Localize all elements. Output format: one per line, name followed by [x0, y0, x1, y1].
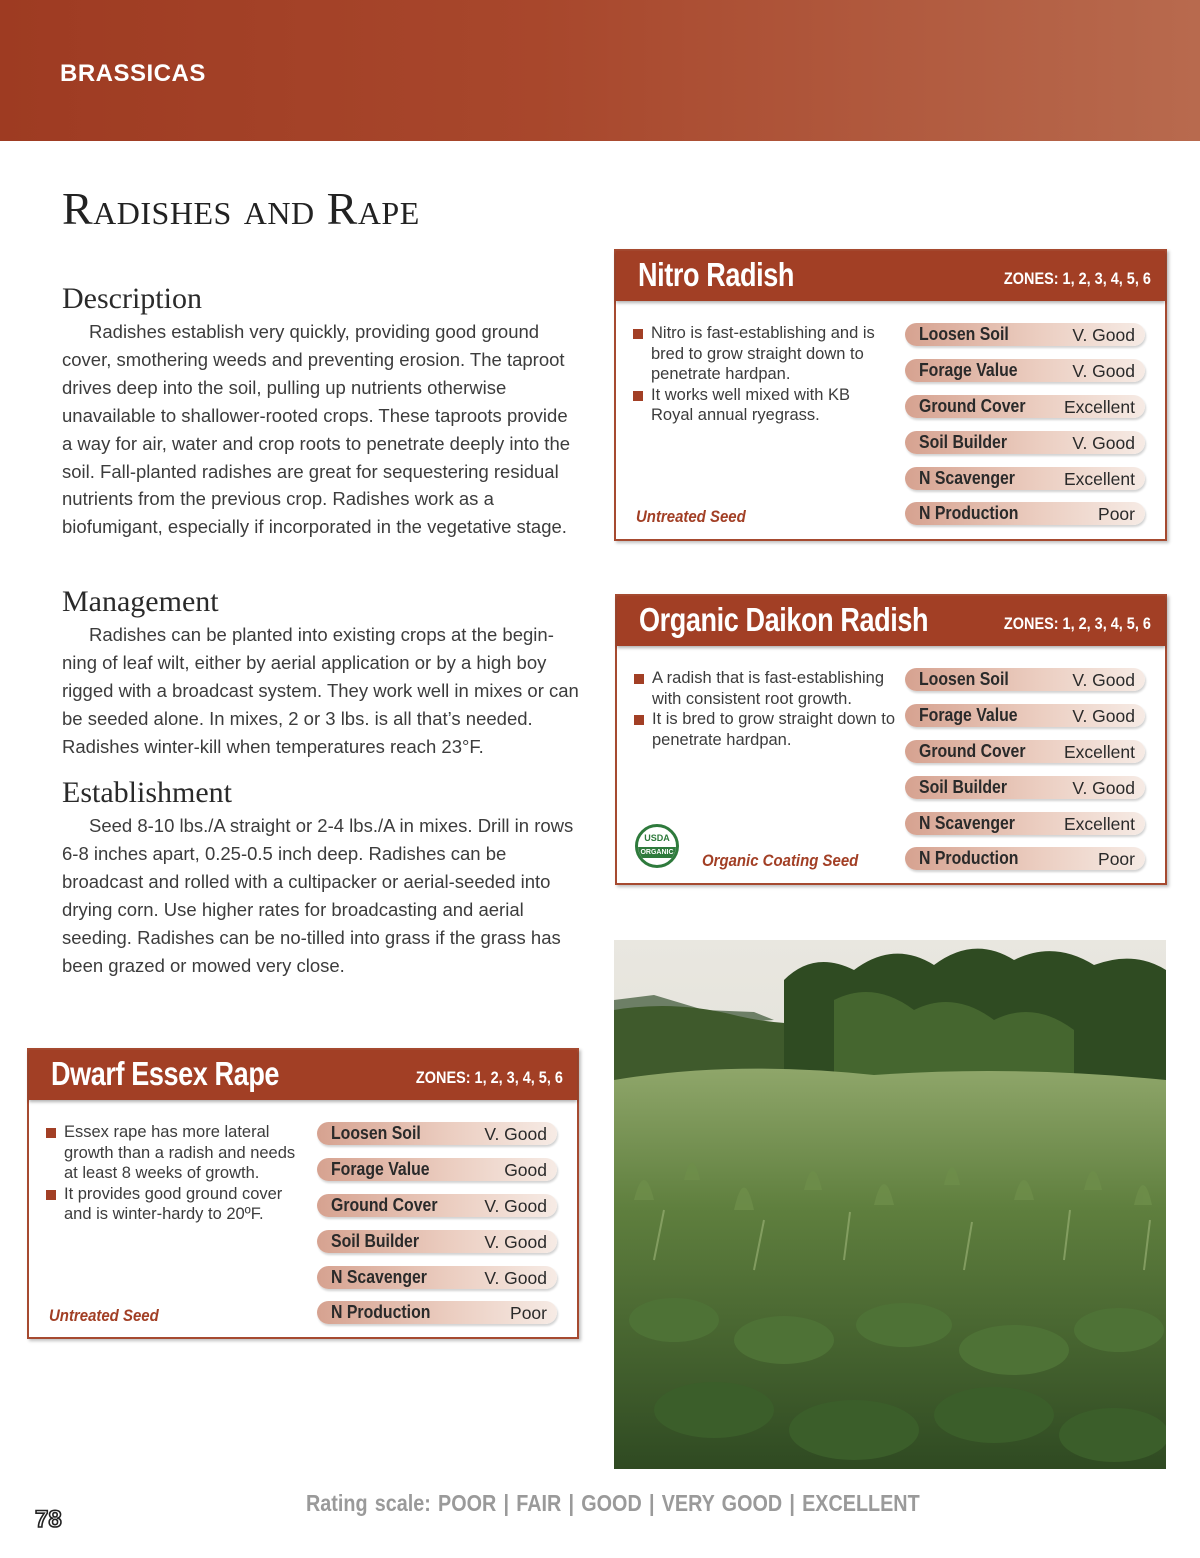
management-text: Radishes can be planted into existing crops at the begin-ning of leaf wilt, either by aerial application or by a high boy rigged with a broadcast system. They work well in mixes or can be seeded alone. In mixes, 2 or 3 lbs. is all that’s needed. Radishes winter-kill when temperatures reach 23°F. [62, 624, 579, 757]
card-header [616, 251, 1165, 301]
zones-label: ZONES: 1, 2, 3, 4, 5, 6 [1004, 614, 1151, 633]
rating-value: Poor [1098, 504, 1135, 525]
rating-value: V. Good [1072, 360, 1135, 381]
rating-label: Ground Cover [919, 395, 1026, 416]
rating-row [905, 395, 1145, 418]
description-section [62, 282, 582, 541]
bullet-item: A radish that is fast-establishing with consistent root growth. [632, 668, 897, 709]
rating-value: V. Good [1072, 705, 1135, 726]
rating-label: N Production [331, 1302, 431, 1323]
page-title: Radishes and Rape [62, 183, 420, 234]
bullet-item: Essex rape has more lateral growth than a radish and needs at least 8 weeks of growth. [44, 1122, 309, 1184]
rating-value: Excellent [1063, 468, 1135, 489]
rating-value: V. Good [484, 1231, 547, 1252]
dwarf-essex-rape-card [27, 1048, 579, 1339]
rating-value: V. Good [484, 1195, 547, 1216]
card-title: Dwarf Essex Rape [51, 1055, 280, 1092]
rating-label: N Scavenger [919, 812, 1015, 833]
card-header [617, 596, 1165, 646]
ratings-list [317, 1122, 557, 1337]
seed-note: Untreated Seed [49, 1306, 159, 1325]
zones-label: ZONES: 1, 2, 3, 4, 5, 6 [1004, 269, 1151, 288]
usda-organic-seal [635, 824, 679, 868]
rating-value: Excellent [1063, 813, 1135, 834]
establishment-heading: Establishment [62, 776, 232, 809]
rating-row [905, 323, 1145, 346]
rating-label: Forage Value [331, 1158, 430, 1179]
card-header [29, 1050, 577, 1100]
rating-row [905, 359, 1145, 382]
rating-row [905, 467, 1145, 490]
rating-value: V. Good [1072, 325, 1135, 345]
rating-label: Soil Builder [919, 776, 1008, 797]
bullet-list [44, 1122, 309, 1225]
section-label: BRASSICAS [60, 60, 206, 87]
bullet-item: It provides good ground cover and is winter-hardy to 20ºF. [44, 1184, 309, 1225]
rating-row [905, 668, 1145, 691]
seed-note: Organic Coating Seed [702, 851, 859, 870]
establishment-text: Seed 8-10 lbs./A straight or 2-4 lbs./A in mixes. Drill in rows 6-8 inches apart, 0.25-0.5 inch deep. Radishes can be broadcast and rolled with a cultipacker or aerial-seeded into drying corn. Use higher rates for broadcasting and aerial seeding. Radishes can be no-tilled into grass if the grass has been grazed or mowed very close. [62, 815, 574, 976]
rating-row [317, 1122, 557, 1145]
bullet-list [632, 668, 897, 750]
rating-value: V. Good [1072, 670, 1135, 690]
rating-row [905, 812, 1145, 835]
rating-label: N Production [919, 503, 1019, 524]
rating-value: Poor [510, 1303, 547, 1324]
rating-row [317, 1266, 557, 1289]
rating-label: N Scavenger [331, 1266, 427, 1287]
rating-row [317, 1230, 557, 1253]
management-heading: Management [62, 585, 219, 618]
page-number: 78 [35, 1506, 62, 1533]
field-photo-image [614, 940, 1166, 1469]
rating-label: Loosen Soil [919, 324, 1009, 344]
rating-row [905, 704, 1145, 727]
rating-row [317, 1301, 557, 1324]
rating-value: V. Good [484, 1124, 547, 1144]
rating-row [905, 502, 1145, 525]
rating-row [905, 776, 1145, 799]
rating-label: Soil Builder [331, 1230, 420, 1251]
rating-value: V. Good [484, 1267, 547, 1288]
rating-value: Good [504, 1159, 547, 1180]
establishment-section [62, 776, 582, 979]
description-heading: Description [62, 282, 202, 315]
seal-bottom-text: ORGANIC [638, 847, 676, 858]
rating-value: Excellent [1063, 396, 1135, 417]
rating-value: V. Good [1072, 777, 1135, 798]
field-photo [614, 940, 1166, 1469]
rating-row [905, 740, 1145, 763]
rating-label: N Scavenger [919, 467, 1015, 488]
rating-label: Soil Builder [919, 431, 1008, 452]
rating-label: Ground Cover [919, 740, 1026, 761]
rating-scale-legend: Rating scale: POOR | FAIR | GOOD | VERY GOOD | EXCELLENT [306, 1490, 920, 1516]
rating-label: Forage Value [919, 704, 1018, 725]
bullet-item: It works well mixed with KB Royal annual ryegrass. [631, 385, 896, 426]
rating-label: Loosen Soil [919, 669, 1009, 689]
management-section [62, 585, 582, 761]
seed-note: Untreated Seed [636, 507, 746, 526]
rating-label: Loosen Soil [331, 1123, 421, 1143]
nitro-radish-card [614, 249, 1167, 541]
header-band [0, 0, 1200, 141]
rating-value: Excellent [1063, 741, 1135, 762]
rating-value: V. Good [1072, 432, 1135, 453]
organic-daikon-radish-card [615, 594, 1167, 885]
bullet-list [631, 323, 896, 426]
ratings-list [905, 323, 1145, 538]
rating-label: Forage Value [919, 359, 1018, 380]
description-text: Radishes establish very quickly, providing good ground cover, smothering weeds and preventing erosion. The taproot drives deep into the soil, pulling up nutrients otherwise unavailable to shallower-rooted crops. These taproots provide a way for air, water and crop roots to penetrate deeply into the soil. Fall-planted radishes are great for sequestering residual nutrients from the previous crop. Radishes work as a biofumigant, especially if incorporated in the vegetative stage. [62, 321, 571, 538]
bullet-item: Nitro is fast-establishing and is bred to grow straight down to penetrate hardpan. [631, 323, 896, 385]
rating-value: Poor [1098, 849, 1135, 870]
bullet-item: It is bred to grow straight down to penetrate hardpan. [632, 709, 897, 750]
seal-top-text: USDA [644, 833, 670, 843]
rating-label: Ground Cover [331, 1194, 438, 1215]
rating-row [905, 847, 1145, 870]
rating-row [317, 1158, 557, 1181]
rating-row [905, 431, 1145, 454]
rating-row [317, 1194, 557, 1217]
zones-label: ZONES: 1, 2, 3, 4, 5, 6 [416, 1068, 563, 1087]
rating-label: N Production [919, 848, 1019, 869]
card-title: Nitro Radish [638, 256, 794, 293]
ratings-list [905, 668, 1145, 883]
card-title: Organic Daikon Radish [639, 601, 929, 638]
